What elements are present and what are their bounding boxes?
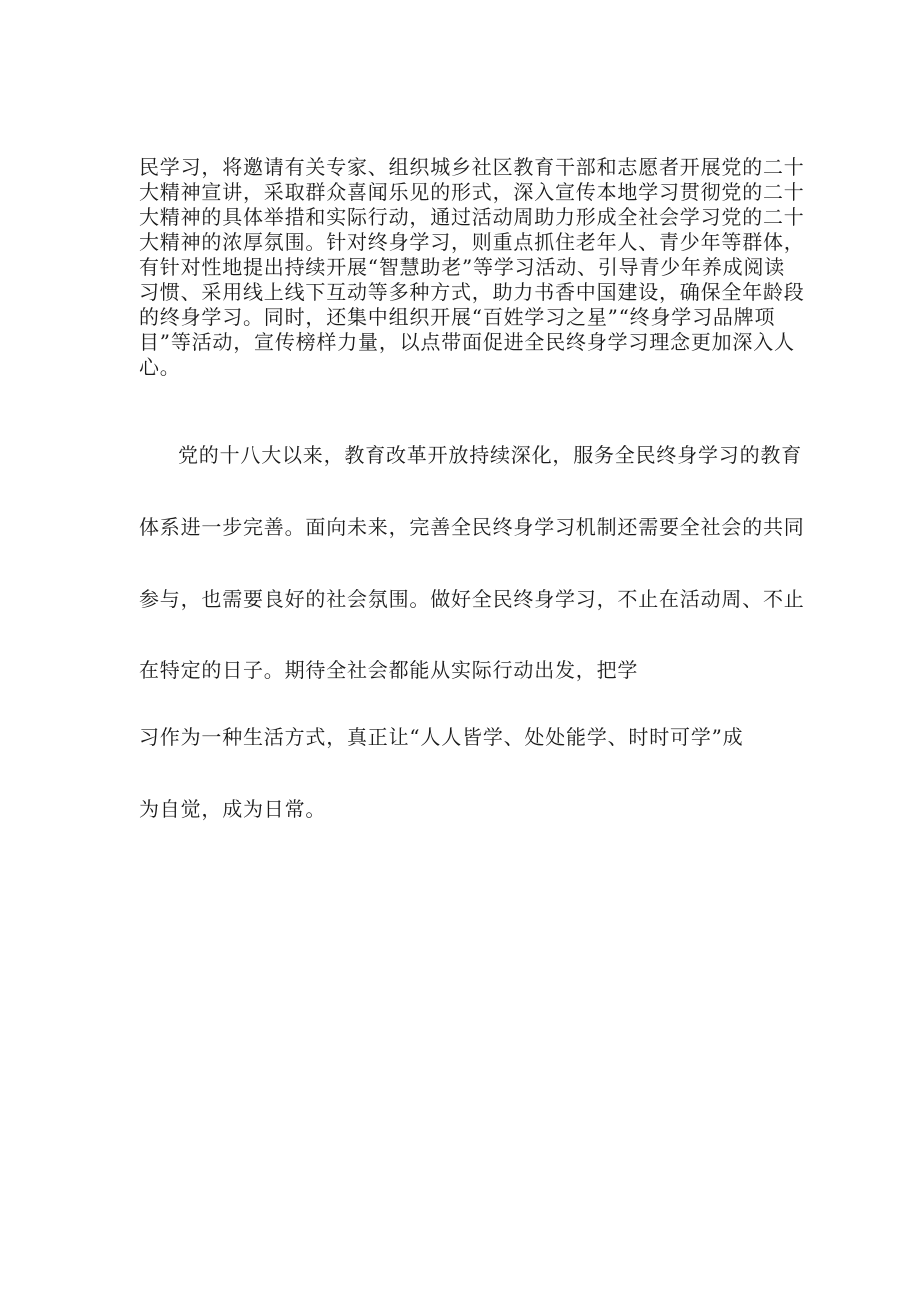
paragraph-line: 大精神的浓厚氛围。针对终身学习，则重点抓住老年人、青少年等群体， [139, 230, 805, 254]
paragraph-line: 大精神的具体举措和实际行动，通过活动周助力形成全社会学习党的二十 [139, 205, 805, 229]
paragraph-line: 在特定的日子。期待全社会都能从实际行动出发，把学 [139, 658, 639, 682]
paragraph-line: 党的十八大以来，教育改革开放持续深化，服务全民终身学习的教育 [178, 443, 802, 467]
paragraph-line: 参与，也需要良好的社会氛围。做好全民终身学习，不止在活动周、不止 [139, 587, 805, 611]
paragraph-line: 民学习，将邀请有关专家、组织城乡社区教育干部和志愿者开展党的二十 [139, 155, 805, 179]
paragraph-line: 体系进一步完善。面向未来，完善全民终身学习机制还需要全社会的共同 [139, 515, 805, 539]
paragraph-line: 习惯、采用线上线下互动等多种方式，助力书香中国建设，确保全年龄段 [139, 280, 805, 304]
paragraph-line: 为自觉，成为日常。 [139, 797, 327, 821]
paragraph-line: 心。 [139, 355, 181, 379]
paragraph-line: 目”等活动，宣传榜样力量，以点带面促进全民终身学习理念更加深入人 [139, 330, 795, 354]
paragraph-line: 习作为一种生活方式，真正让“人人皆学、处处能学、时时可学”成 [139, 725, 744, 749]
paragraph-line: 的终身学习。同时，还集中组织开展“百姓学习之星”“终身学习品牌项 [139, 305, 776, 329]
paragraph-line: 有针对性地提出持续开展“智慧助老”等学习活动、引导青少年养成阅读 [139, 255, 786, 279]
paragraph-line: 大精神宣讲，采取群众喜闻乐见的形式，深入宣传本地学习贯彻党的二十 [139, 180, 805, 204]
